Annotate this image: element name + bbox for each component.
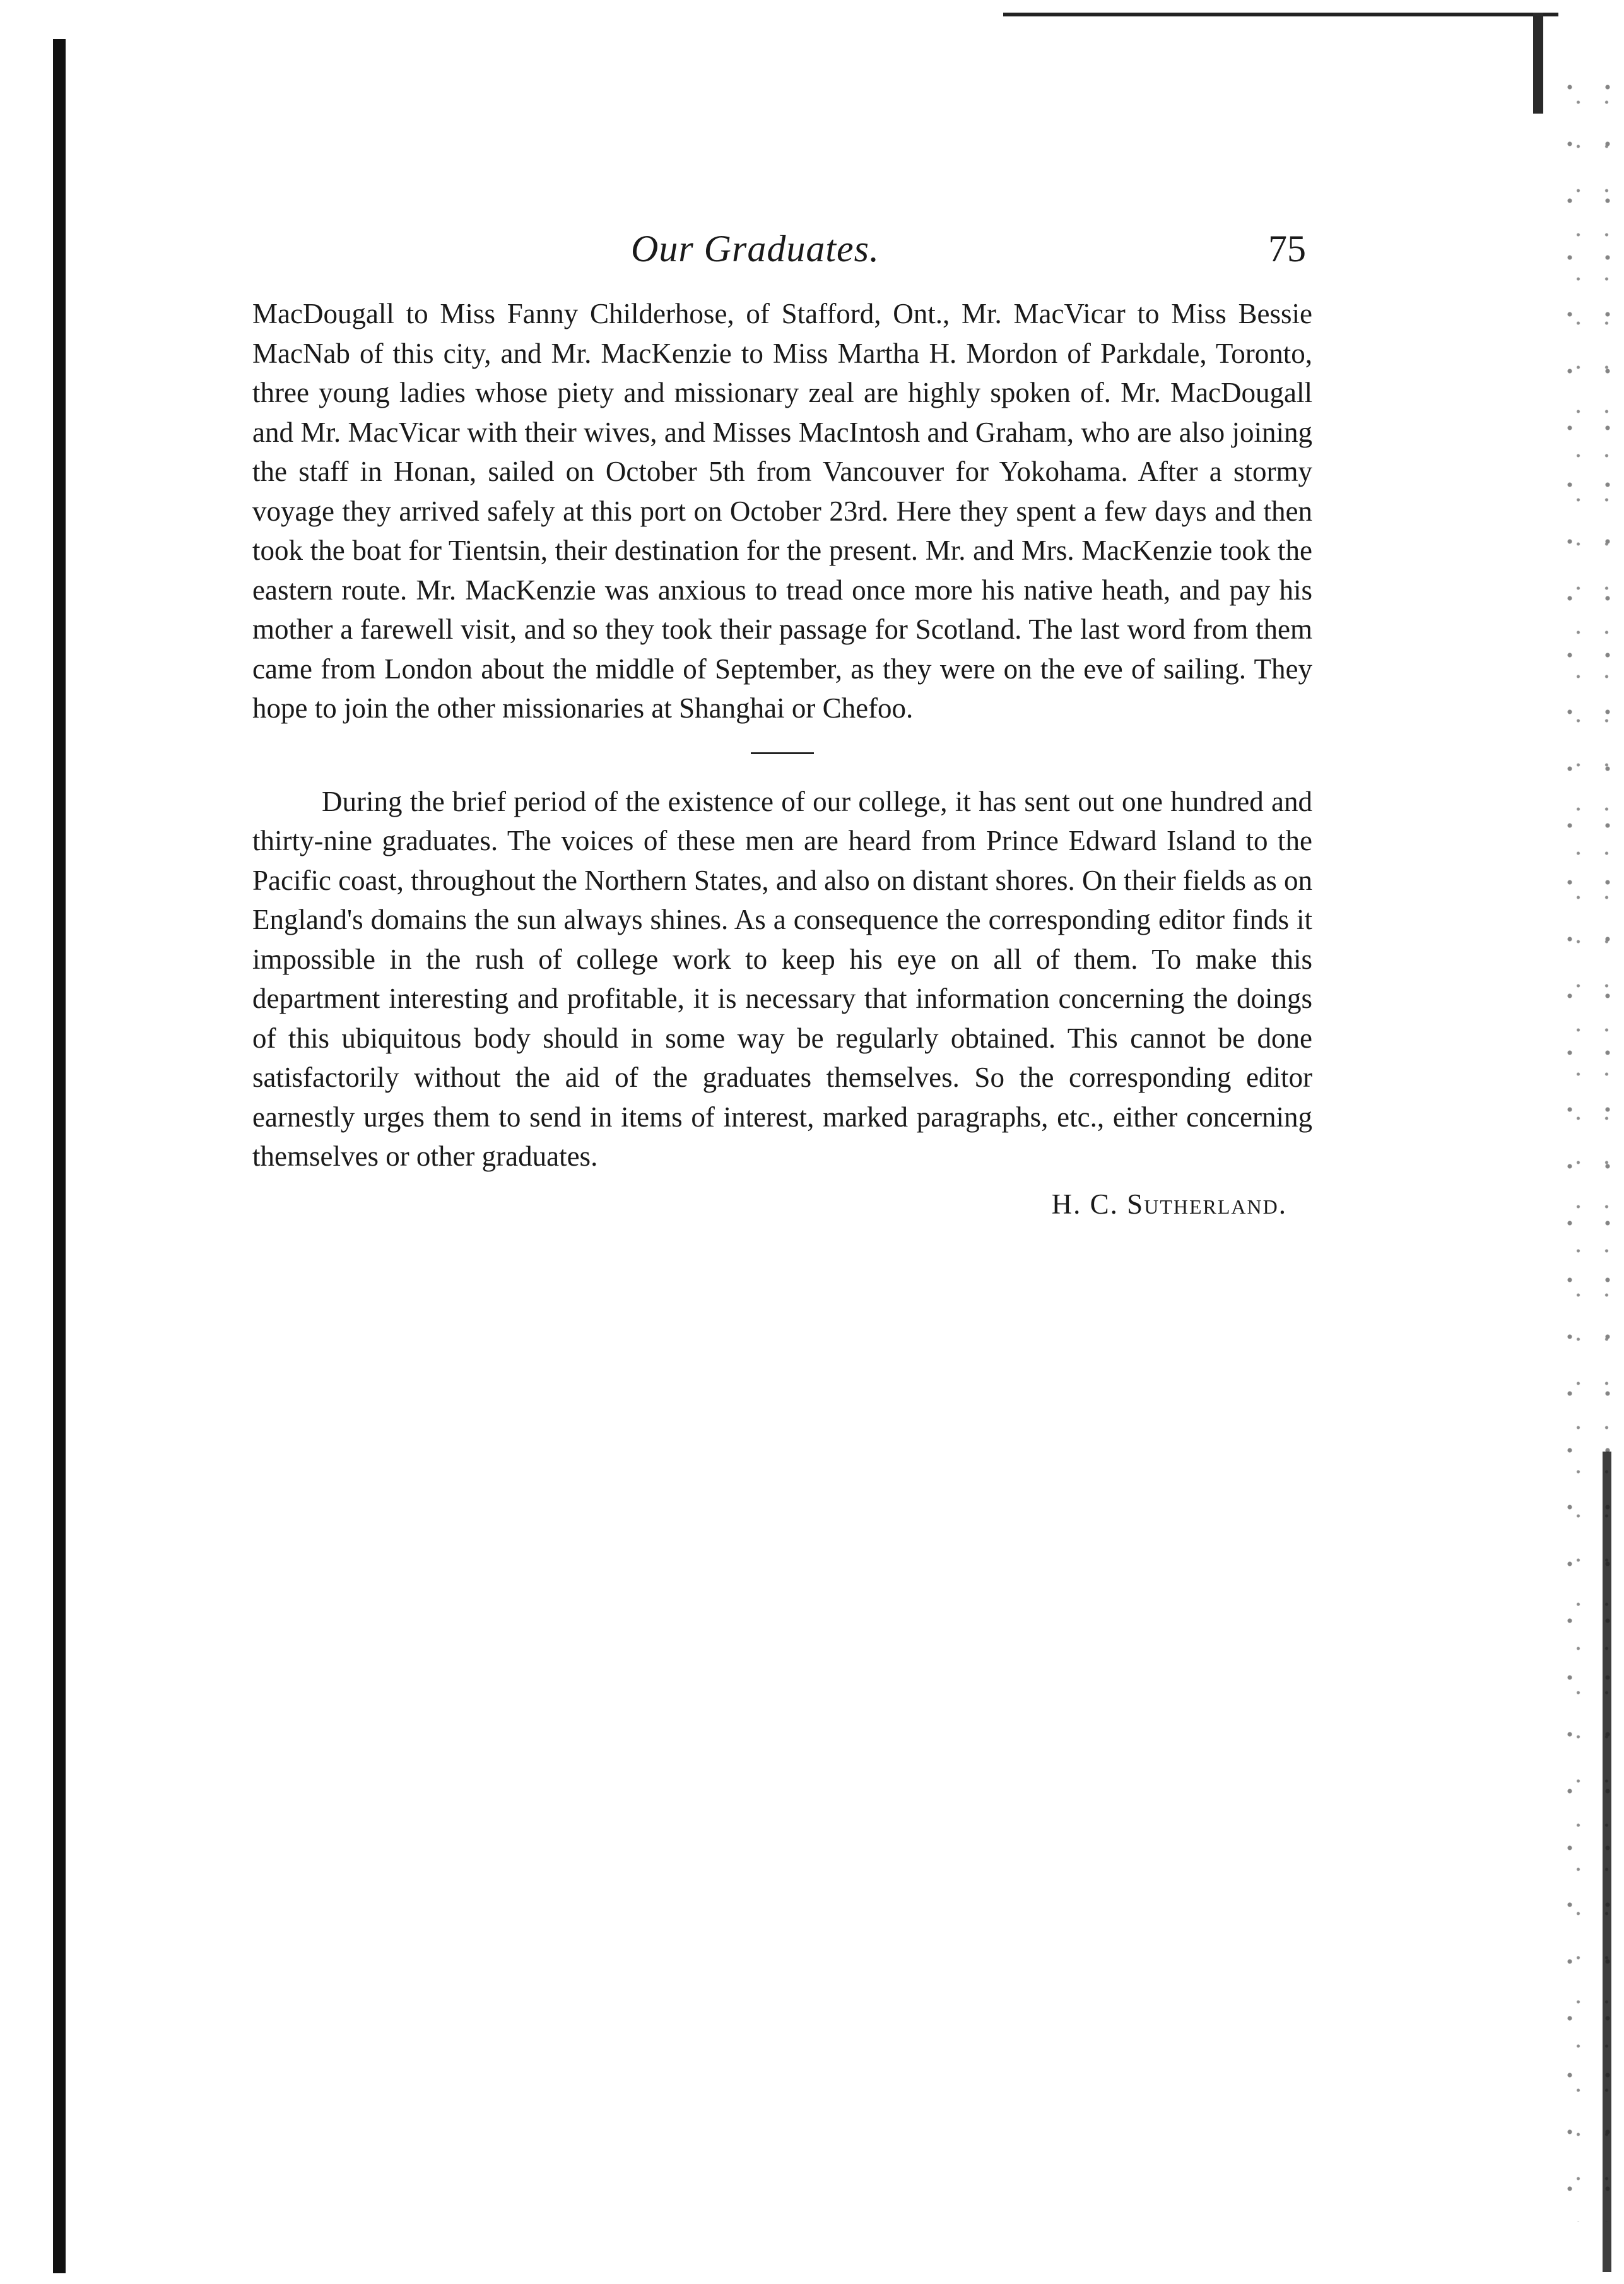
scan-top-rule bbox=[1003, 13, 1558, 16]
scan-right-edge bbox=[1533, 13, 1543, 114]
running-title: Our Graduates. bbox=[631, 228, 880, 269]
section-divider bbox=[751, 752, 814, 754]
running-head bbox=[252, 227, 1312, 284]
page-content bbox=[252, 227, 1312, 1221]
scan-binding-edge bbox=[53, 39, 66, 2273]
scan-right-edge-lower bbox=[1603, 1452, 1611, 2272]
page-number: 75 bbox=[1268, 228, 1306, 269]
paragraph-graduates-appeal: During the brief period of the existence of our college, it has sent out one hundred and thirty-nine graduates. The voices of these men are heard from Prince Edward Island to the Pacific coast, throughout the Northern States, and also on distant shores. On their fields as on England's domains the sun always shines. As a consequence the corresponding editor finds it impossible in the rush of college work to keep his eye on all of them. To make this department interesting and profitable, it is necessary that information concerning the doings of this ubiquitous body should in some way be regularly obtained. This cannot be done satisfactorily without the aid of the graduates themselves. So the corresponding editor earnestly urges them to send in items of interest, marked paragraphs, etc., either concerning themselves or other graduates. bbox=[252, 785, 1312, 1172]
author-signature: H. C. Sutherland. bbox=[1051, 1188, 1287, 1220]
paragraph-missionaries: MacDougall to Miss Fanny Childerhose, of Stafford, Ont., Mr. MacVicar to Miss Bessie MacNab of this city, and Mr. MacKenzie to Miss Martha H. Mordon of Parkdale, Toronto, three young ladies whose piety and missionary zeal are highly spoken of. Mr. MacDougall and Mr. MacVicar with their wives, and Misses MacIntosh and Graham, who are also joining the staff in Honan, sailed on October 5th from Vancouver for Yokohama. After a stormy voyage they arrived safely at this port on October 23rd. Here they spent a few days and then took the boat for Tientsin, their destination for the present. Mr. and Mrs. MacKenzie took the eastern route. Mr. MacKenzie was anxious to tread once more his native heath, and pay his mother a farewell visit, and so they took their passage for Scotland. The last word from them came from London about the middle of September, as they were on the eve of sailing. They hope to join the other missionaries at Shanghai or Chefoo. bbox=[252, 298, 1312, 724]
